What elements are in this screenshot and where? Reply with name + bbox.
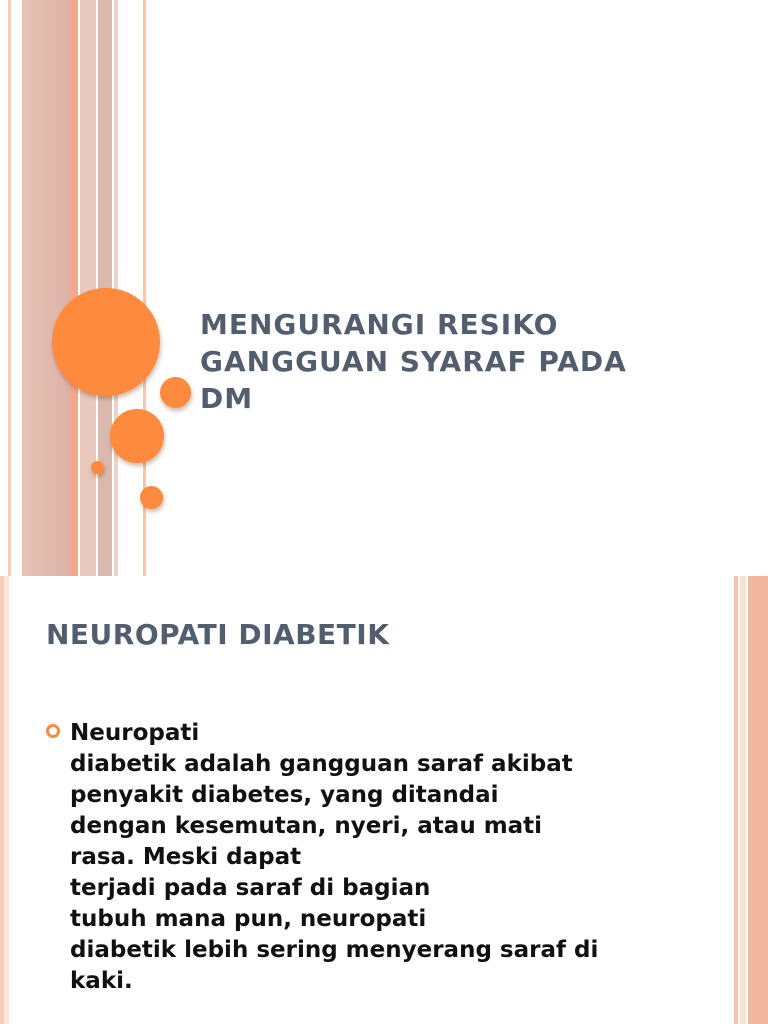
- bullet-text-line: Neuropati: [70, 720, 200, 746]
- slide-title-line: MENGURANGI RESIKO: [200, 308, 559, 341]
- slide-title-line: GANGGUAN SYARAF PADA: [200, 345, 627, 378]
- decorative-stripe: [4, 576, 9, 1024]
- decorative-stripe: [748, 576, 768, 1024]
- bullet-text: [70, 718, 686, 997]
- decorative-stripe: [734, 576, 738, 1024]
- decorative-circle: [110, 409, 164, 463]
- bullet-list: [46, 718, 686, 997]
- slide-title: [200, 306, 720, 417]
- decorative-stripe: [8, 0, 11, 576]
- bullet-text-line: diabetik lebih sering menyerang saraf di: [70, 937, 599, 963]
- decorative-circle: [52, 288, 160, 396]
- slide-title-line: DM: [200, 382, 254, 415]
- decorative-circle: [91, 461, 104, 474]
- decorative-stripe: [740, 576, 746, 1024]
- decorative-stripe: [22, 0, 70, 576]
- decorative-circle: [160, 377, 191, 408]
- bullet-text-line: rasa. Meski dapat: [70, 844, 302, 870]
- bullet-text-line: diabetik adalah gangguan saraf akibat: [70, 751, 573, 777]
- bullet-text-line: dengan kesemutan, nyeri, atau mati: [70, 813, 543, 839]
- decorative-circle: [140, 486, 163, 509]
- bullet-text-line: kaki.: [70, 968, 133, 994]
- bullet-text-line: tubuh mana pun, neuropati: [70, 906, 427, 932]
- bullet-text-line: penyakit diabetes, yang ditandai: [70, 782, 499, 808]
- decorative-stripe: [70, 0, 78, 576]
- decorative-stripe: [80, 0, 96, 576]
- bullet-text-line: terjadi pada saraf di bagian: [70, 875, 431, 901]
- slide-title: NEUROPATI DIABETIK: [46, 618, 390, 651]
- circle-bullet-icon: [46, 724, 60, 738]
- content-slide: [0, 576, 768, 1024]
